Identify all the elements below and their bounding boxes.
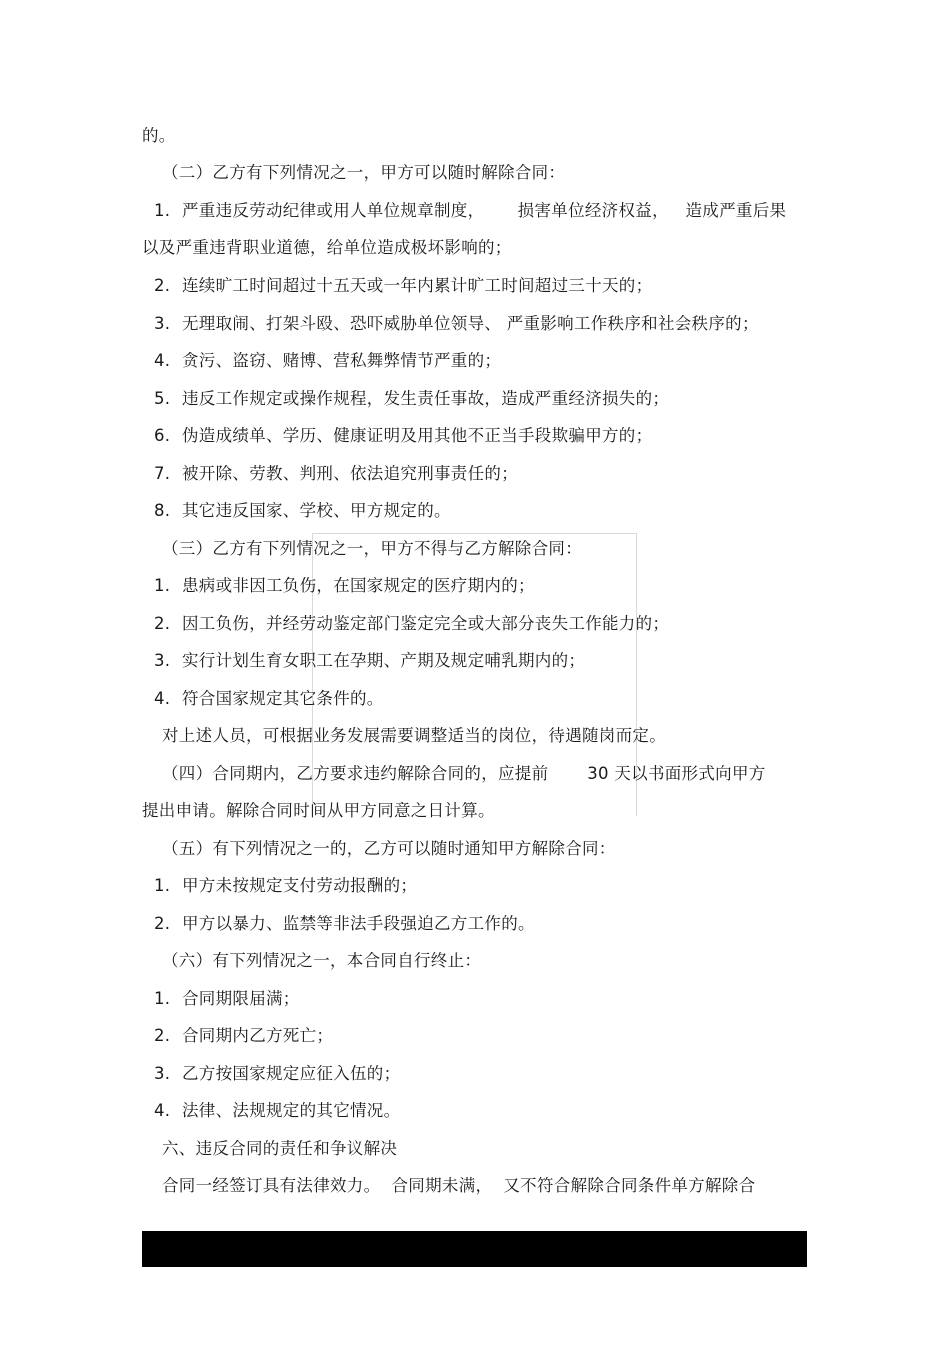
list-number: 2. — [154, 914, 171, 933]
list-number: 2. — [154, 614, 171, 633]
list-item — [154, 463, 518, 485]
list-number: 5. — [154, 389, 171, 408]
text-line: 以及严重违背职业道德，给单位造成极坏影响的； — [142, 238, 512, 257]
list-item-text: 伪造成绩单、学历、健康证明及用其他不正当手段欺骗甲方的； — [182, 426, 653, 445]
list-item-text: 其它违反国家、学校、甲方规定的。 — [182, 501, 451, 520]
list-item — [154, 350, 501, 372]
list-number: 3. — [154, 314, 171, 333]
list-number: 4. — [154, 689, 171, 708]
list-item — [154, 500, 451, 522]
list-item — [154, 688, 384, 710]
list-number: 8. — [154, 501, 171, 520]
list-item-text: 贪污、盗窃、赌博、营私舞弊情节严重的； — [182, 351, 502, 370]
list-item — [154, 1063, 400, 1085]
list-item — [154, 988, 300, 1010]
list-number: 1. — [154, 876, 171, 895]
section-heading: （三）乙方有下列情况之一，甲方不得与乙方解除合同： — [162, 539, 582, 558]
section-heading: （五）有下列情况之一的，乙方可以随时通知甲方解除合同： — [162, 839, 616, 858]
list-item — [154, 313, 759, 335]
list-item-text: 合同期内乙方死亡； — [182, 1026, 334, 1045]
list-item — [154, 1100, 400, 1122]
list-item — [154, 575, 535, 597]
list-item-text: 乙方按国家规定应征入伍的； — [182, 1064, 401, 1083]
text-line: 提出申请。解除合同时间从甲方同意之日计算。 — [142, 801, 495, 820]
list-number: 3. — [154, 1064, 171, 1083]
text-line: 的。 — [142, 126, 176, 145]
list-item — [154, 200, 786, 222]
list-number: 1. — [154, 989, 171, 1008]
list-item-text: 实行计划生育女职工在孕期、产期及规定哺乳期内的； — [182, 651, 586, 670]
list-item — [154, 613, 669, 635]
section-heading: （四）合同期内，乙方要求违约解除合同的，应提前 30 天以书面形式向甲方 — [162, 764, 766, 783]
list-item-text: 严重违反劳动纪律或用人单位规章制度， 损害单位经济权益， 造成严重后果 — [182, 201, 787, 220]
list-number: 4. — [154, 351, 171, 370]
list-number: 4. — [154, 1101, 171, 1120]
list-item-text: 无理取闹、打架斗殴、恐吓威胁单位领导、 严重影响工作秩序和社会秩序的； — [182, 314, 759, 333]
list-item — [154, 650, 585, 672]
list-item — [154, 275, 652, 297]
list-item — [154, 425, 652, 447]
list-item-text: 因工负伤，并经劳动鉴定部门鉴定完全或大部分丧失工作能力的； — [182, 614, 670, 633]
list-item-text: 合同期限届满； — [182, 989, 300, 1008]
list-item — [154, 875, 417, 897]
list-item-text: 连续旷工时间超过十五天或一年内累计旷工时间超过三十天的； — [182, 276, 653, 295]
text-line: 合同一经签订具有法律效力。 合同期未满， 又不符合解除合同条件单方解除合 — [162, 1176, 756, 1195]
list-number: 1. — [154, 576, 171, 595]
list-item-text: 法律、法规规定的其它情况。 — [182, 1101, 401, 1120]
list-number: 2. — [154, 1026, 171, 1045]
list-item-text: 违反工作规定或操作规程，发生责任事故，造成严重经济损失的； — [182, 389, 670, 408]
section-heading: （二）乙方有下列情况之一，甲方可以随时解除合同： — [162, 163, 566, 182]
section-heading: 六、违反合同的责任和争议解决 — [162, 1139, 398, 1158]
list-item-text: 被开除、劳教、判刑、依法追究刑事责任的； — [182, 464, 518, 483]
footer-bar — [142, 1231, 807, 1267]
list-item-text: 符合国家规定其它条件的。 — [182, 689, 384, 708]
list-number: 7. — [154, 464, 171, 483]
list-number: 6. — [154, 426, 171, 445]
list-item — [154, 1025, 333, 1047]
list-item — [154, 913, 535, 935]
list-item-text: 甲方以暴力、监禁等非法手段强迫乙方工作的。 — [182, 914, 535, 933]
list-item — [154, 388, 669, 410]
list-number: 2. — [154, 276, 171, 295]
list-number: 3. — [154, 651, 171, 670]
list-item-text: 患病或非因工负伤，在国家规定的医疗期内的； — [182, 576, 535, 595]
text-line: 对上述人员，可根据业务发展需要调整适当的岗位，待遇随岗而定。 — [162, 726, 666, 745]
list-number: 1. — [154, 201, 171, 220]
section-heading: （六）有下列情况之一，本合同自行终止： — [162, 951, 482, 970]
list-item-text: 甲方未按规定支付劳动报酬的； — [182, 876, 418, 895]
